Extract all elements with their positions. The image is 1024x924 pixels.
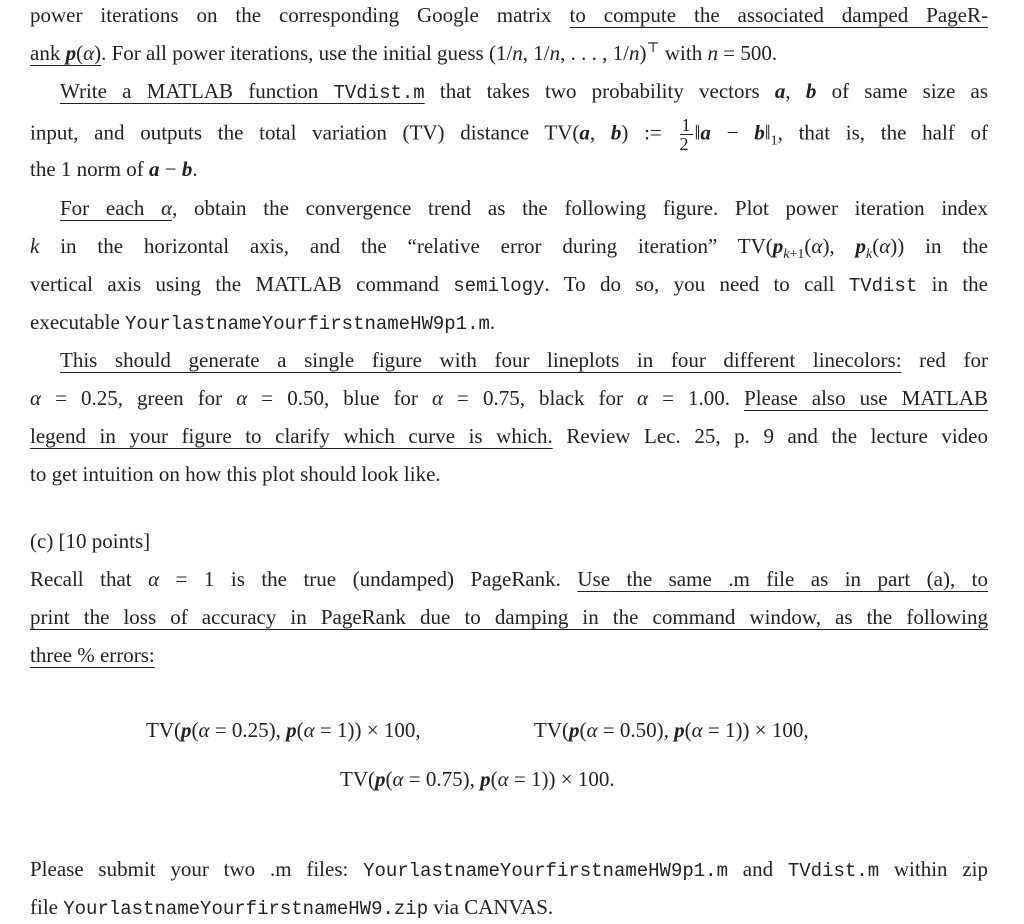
text-line-3: Write a MATLAB function TVdist.m that takes two probability vectors a, b of same size as [60,79,989,104]
underlined-text: three % errors: [30,643,155,667]
text-line-10: This should generate a single figure with four lineplots in four different linecolors: red for [60,348,988,372]
text-run: power iterations on the corresponding Google matrix [30,3,570,27]
underlined-text: Please also use MATLAB [744,386,989,410]
text-line-14: Recall that α = 1 is the true (undamped) PageRank. Use the same .m file as in part (a), to [30,567,988,591]
file-name: YourlastnameYourfirstnameHW9p1.m [363,860,728,882]
function-name: TVdist [848,275,918,297]
text-line-13: to get intuition on how this plot should look like. [30,462,441,486]
equation-3: TV(p(α = 0.75), p(α = 1)) × 100. [340,767,615,791]
text-line-6: For each α, obtain the convergence trend as the following figure. Plot power iteration index [60,196,989,220]
fraction-one-half: $\frac{1}{2}$ [679,115,691,154]
text-line-4: input, and outputs the total variation (TV) distance TV(a, b) := $\frac{1}{2}$ ‖a − $b‖_1$, that is, the half of [30,115,989,154]
text-line-7: k in the horizontal axis, and the “relative error during iteration” $TV(p_{k+1}(\alpha)$, $p_k(\alpha)$) in the [30,234,988,263]
equation-2: TV(p(α = 0.50), p(α = 1)) × 100, [534,718,809,742]
underlined-text: Write a MATLAB function TVdist.m [60,79,425,104]
matlab-command: semilogy [453,275,545,297]
underlined-text: legend in your figure to clarify which curve is which. [30,424,553,448]
underlined-text: Use the same .m file as in part (a), to [577,567,988,591]
text-line-5: the 1 norm of a − b. [30,157,198,181]
text-line-17: Please submit your two .m files: YourlastnameYourfirstnameHW9p1.m and TVdist.m within zip [30,857,988,882]
underlined-text: to compute the associated damped PageR- [569,3,988,27]
text-line-8: vertical axis using the MATLAB command semilogy. To do so, you need to call TVdist in the [30,272,988,297]
text-line-12: legend in your figure to clarify which curve is which. Review Lec. 25, p. 9 and the lecture video [30,424,988,448]
zip-file-name: YourlastnameYourfirstnameHW9.zip [63,898,429,920]
equation-1: TV(p(α = 0.25), p(α = 1)) × 100, [146,718,421,742]
text-line-15 [30,602,988,632]
text-line-2: ank p(α). For all power iterations, use the initial guess (1/n, 1/n, . . . , 1/n)⊤ with n = 500. [30,41,778,65]
n-value: 500 [740,41,772,65]
underlined-text: print the loss of accuracy in PageRank due to damping in the command window, as the following [30,605,988,629]
file-name: TVdist.m [787,860,880,882]
underlined-text: For each α [60,196,173,220]
section-heading: (c) [10 points] [30,529,151,553]
text-line-1 [30,0,988,30]
script-name: YourlastnameYourfirstnameHW9p1.m [125,313,490,335]
underlined-text: This should generate a single figure with four lineplots in four different linecolors: [60,348,902,372]
function-name: TVdist.m [333,82,425,104]
underlined-text: ank p(α) [30,41,102,65]
text-line-9: executable YourlastnameYourfirstnameHW9p1.m. [30,310,496,335]
text-line-11: α = 0.25, green for α = 0.50, blue for α = 0.75, black for α = 1.00. Please also use MATLAB [30,386,989,410]
text-line-16 [30,640,988,670]
text-line-18: file YourlastnameYourfirstnameHW9.zip via CANVAS. [30,895,554,920]
